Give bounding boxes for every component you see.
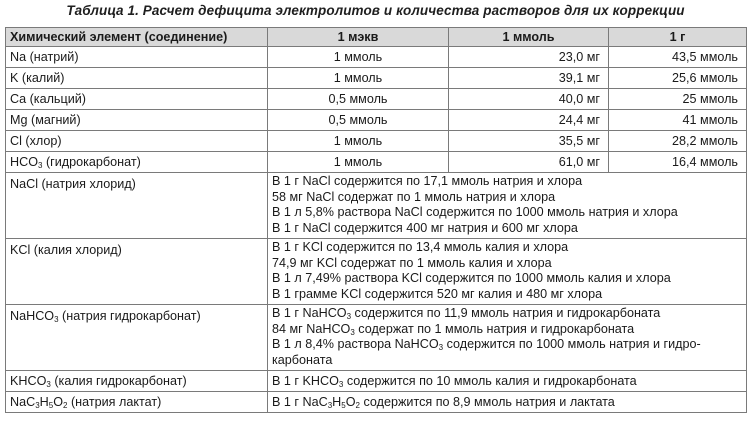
formula-part: O bbox=[345, 395, 356, 409]
meq-cell: 1 ммоль bbox=[268, 68, 449, 89]
description-line: 58 мг NaCl содержат по 1 ммоль натрия и хлора bbox=[272, 189, 556, 204]
subscript: 3 bbox=[38, 161, 43, 170]
table-row bbox=[6, 131, 747, 152]
compound-row-nahco3 bbox=[6, 305, 747, 371]
mmol-cell: 23,0 мг bbox=[449, 47, 609, 68]
meq-cell: 1 ммоль bbox=[268, 152, 449, 173]
compound-name-cell bbox=[6, 392, 268, 413]
line-text: содержат по 1 ммоль натрия и гидрокарбоната bbox=[354, 321, 635, 336]
subscript: 3 bbox=[438, 343, 444, 352]
description-line: В 1 л 7,49% раствора KCl содержится по 1000 ммоль калия и хлора bbox=[272, 271, 671, 285]
line-text: В 1 г KHCO bbox=[272, 374, 339, 388]
compound-name-cell bbox=[6, 371, 268, 392]
compound-description bbox=[268, 305, 747, 371]
description-line bbox=[272, 337, 742, 353]
compound-description bbox=[268, 371, 747, 392]
table-caption: Таблица 1. Расчет дефицита электролитов и количества растворов для их коррекции bbox=[66, 3, 685, 18]
line-text: 84 мг NaHCO bbox=[272, 321, 351, 336]
compound-label: (натрия лактат) bbox=[67, 395, 162, 409]
table-row bbox=[6, 47, 747, 68]
element-cell: Cl (хлор) bbox=[6, 131, 268, 152]
element-cell: K (калий) bbox=[6, 68, 268, 89]
element-formula: HCO bbox=[10, 155, 38, 169]
description-line: В 1 г NaCl содержится 400 мг натрия и 600 мг хлора bbox=[272, 220, 578, 235]
gram-cell: 16,4 ммоль bbox=[609, 152, 747, 173]
compound-label: (калия гидрокарбонат) bbox=[50, 374, 187, 388]
compound-name-cell: NaCl (натрия хлорид) bbox=[6, 173, 268, 239]
subscript: 3 bbox=[338, 380, 344, 389]
table-row bbox=[6, 152, 747, 173]
table-row bbox=[6, 89, 747, 110]
formula-part: NaC bbox=[10, 395, 36, 409]
header-element: Химический элемент (соединение) bbox=[6, 28, 268, 47]
gram-cell: 25,6 ммоль bbox=[609, 68, 747, 89]
gram-cell: 25 ммоль bbox=[609, 89, 747, 110]
subscript: 5 bbox=[48, 401, 54, 410]
gram-cell: 43,5 ммоль bbox=[609, 47, 747, 68]
description-line bbox=[272, 322, 742, 338]
compound-row-kcl bbox=[6, 239, 747, 305]
compound-description bbox=[268, 173, 747, 239]
meq-cell: 1 ммоль bbox=[268, 47, 449, 68]
subscript: 2 bbox=[355, 401, 360, 410]
mmol-cell: 39,1 мг bbox=[449, 68, 609, 89]
header-mmol: 1 ммоль bbox=[449, 28, 609, 47]
element-cell bbox=[6, 152, 268, 173]
line-text: содержится по 1000 ммоль натрия и гидро- bbox=[443, 337, 701, 351]
description-line: В 1 г KCl содержится по 13,4 ммоль калия и хлора bbox=[272, 240, 569, 254]
compound-formula: KHCO bbox=[10, 374, 47, 388]
header-row bbox=[6, 28, 747, 47]
description-line: 74,9 мг KCl содержат по 1 ммоль калия и хлора bbox=[272, 255, 552, 270]
gram-cell: 41 ммоль bbox=[609, 110, 747, 131]
compound-description bbox=[268, 392, 747, 413]
electrolyte-table bbox=[5, 27, 747, 413]
table-row bbox=[6, 68, 747, 89]
element-cell: Mg (магний) bbox=[6, 110, 268, 131]
header-gram: 1 г bbox=[609, 28, 747, 47]
description-line: В 1 грамме KCl содержится 520 мг калия и 480 мг хлора bbox=[272, 286, 603, 301]
line-text: содержится по 10 ммоль калия и гидрокарбоната bbox=[343, 374, 637, 388]
subscript: 3 bbox=[46, 380, 51, 389]
meq-cell: 0,5 ммоль bbox=[268, 89, 449, 110]
formula-part: O bbox=[53, 395, 64, 409]
formula-part: H bbox=[39, 395, 49, 409]
compound-row-khco3 bbox=[6, 371, 747, 392]
mmol-cell: 40,0 мг bbox=[449, 89, 609, 110]
subscript: 3 bbox=[35, 401, 40, 410]
compound-name-cell: KCl (калия хлорид) bbox=[6, 239, 268, 305]
subscript: 3 bbox=[346, 312, 352, 321]
header-meq: 1 мэкв bbox=[268, 28, 449, 47]
compound-row-nacl bbox=[6, 173, 747, 239]
mmol-cell: 24,4 мг bbox=[449, 110, 609, 131]
subscript: 5 bbox=[341, 401, 346, 410]
compound-label: (натрия гидрокарбонат) bbox=[58, 309, 201, 323]
subscript: 3 bbox=[54, 315, 59, 324]
mmol-cell: 35,5 мг bbox=[449, 131, 609, 152]
line-text: содержится по 11,9 ммоль натрия и гидрокарбоната bbox=[351, 306, 661, 320]
meq-cell: 1 ммоль bbox=[268, 131, 449, 152]
subscript: 2 bbox=[63, 401, 68, 410]
gram-cell: 28,2 ммоль bbox=[609, 131, 747, 152]
compound-row-lactate bbox=[6, 392, 747, 413]
meq-cell: 0,5 ммоль bbox=[268, 110, 449, 131]
element-cell: Na (натрий) bbox=[6, 47, 268, 68]
compound-description bbox=[268, 239, 747, 305]
table-row bbox=[6, 110, 747, 131]
compound-name-cell bbox=[6, 305, 268, 371]
line-text: В 1 л 8,4% раствора NaHCO bbox=[272, 337, 439, 351]
subscript: 3 bbox=[327, 401, 333, 410]
description-line: В 1 г NaCl содержится по 17,1 ммоль натрия и хлора bbox=[272, 174, 583, 188]
formula-part: H bbox=[332, 395, 342, 409]
subscript: 3 bbox=[350, 327, 355, 337]
element-label: (гидрокарбонат) bbox=[42, 155, 141, 169]
description-line: В 1 л 5,8% раствора NaCl содержится по 1000 ммоль натрия и хлора bbox=[272, 205, 678, 219]
line-text: содержится по 8,9 ммоль натрия и лактата bbox=[359, 395, 615, 409]
mmol-cell: 61,0 мг bbox=[449, 152, 609, 173]
element-cell: Ca (кальций) bbox=[6, 89, 268, 110]
compound-formula: NaHCO bbox=[10, 309, 55, 323]
description-line: карбоната bbox=[272, 352, 333, 367]
description-line bbox=[272, 306, 742, 322]
line-text: В 1 г NaC bbox=[272, 395, 328, 409]
line-text: В 1 г NaHCO bbox=[272, 306, 347, 320]
